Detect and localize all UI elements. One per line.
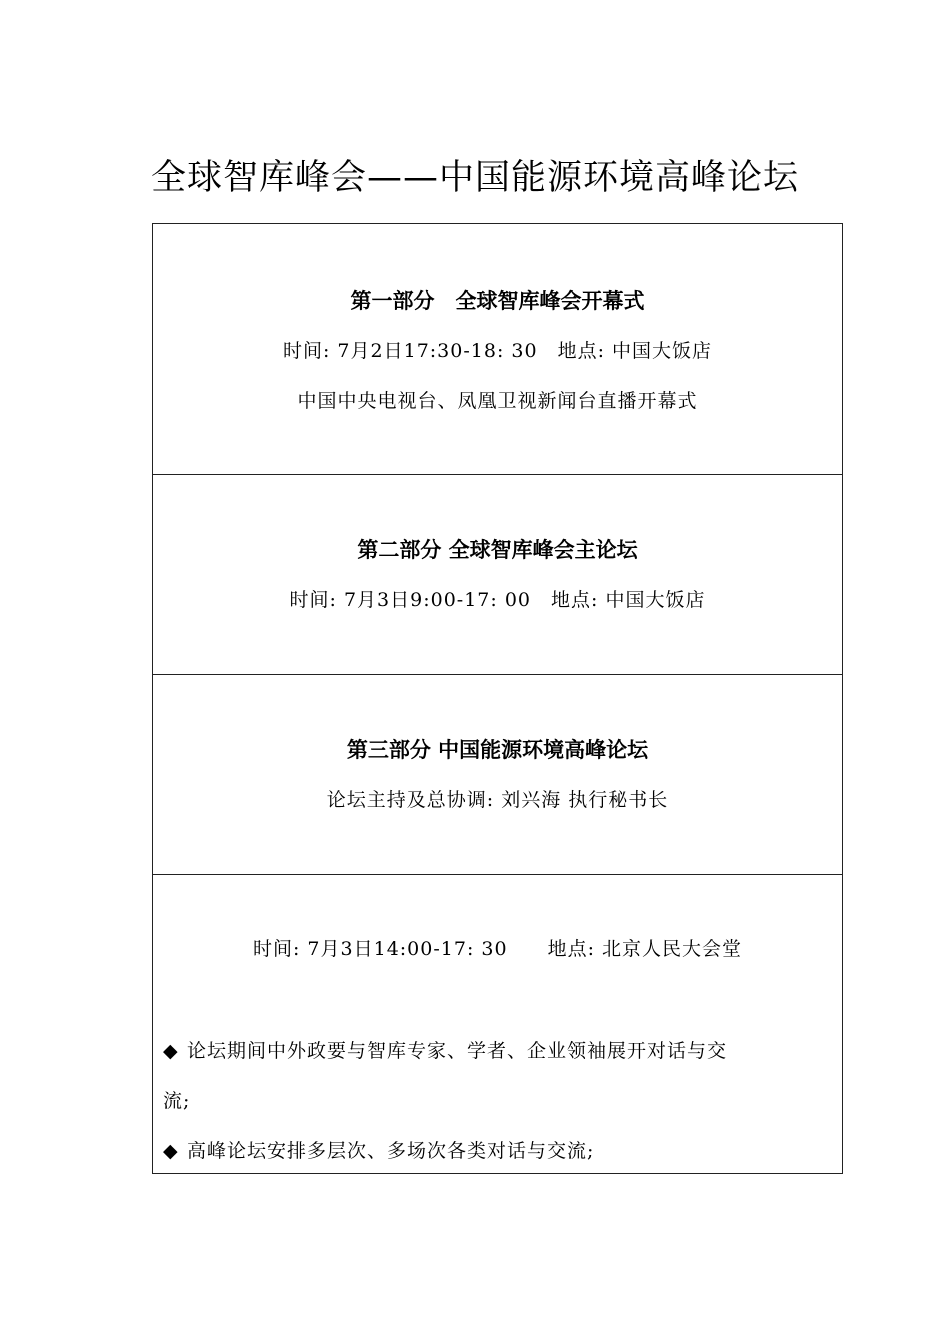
broadcast-note: 中国中央电视台、凤凰卫视新闻台直播开幕式 [297, 390, 698, 412]
section-heading: 第三部分 中国能源环境高峰论坛 [346, 738, 649, 762]
bullet-continuation: 流; [163, 1090, 191, 1112]
diamond-bullet-icon: ◆ [163, 1040, 179, 1062]
time-place-text: 时间: 7月2日17:30-18: 30 地点: 中国大饭店 [282, 340, 713, 362]
time-place-text: 时间: 7月3日14:00-17: 30 地点: 北京人民大会堂 [252, 938, 743, 960]
bullet-item [163, 1136, 826, 1166]
section-opening [153, 224, 842, 475]
diamond-bullet-icon: ◆ [163, 1140, 179, 1162]
bullet-text: 论坛期间中外政要与智库专家、学者、企业领袖展开对话与交 [187, 1040, 728, 1062]
schedule-table [152, 223, 843, 1174]
section-heading: 第二部分 全球智库峰会主论坛 [357, 538, 638, 562]
host-text: 论坛主持及总协调: 刘兴海 执行秘书长 [326, 789, 669, 811]
section-heading: 第一部分 全球智库峰会开幕式 [350, 289, 645, 313]
page-title: 全球智库峰会——中国能源环境高峰论坛 [150, 158, 799, 198]
time-place-text: 时间: 7月3日9:00-17: 00 地点: 中国大饭店 [289, 589, 706, 611]
bullet-item [163, 1036, 826, 1066]
section-energy-forum [153, 675, 842, 875]
section-details [153, 875, 842, 1174]
bullet-text: 高峰论坛安排多层次、多场次各类对话与交流; [187, 1140, 595, 1162]
section-main-forum [153, 475, 842, 675]
